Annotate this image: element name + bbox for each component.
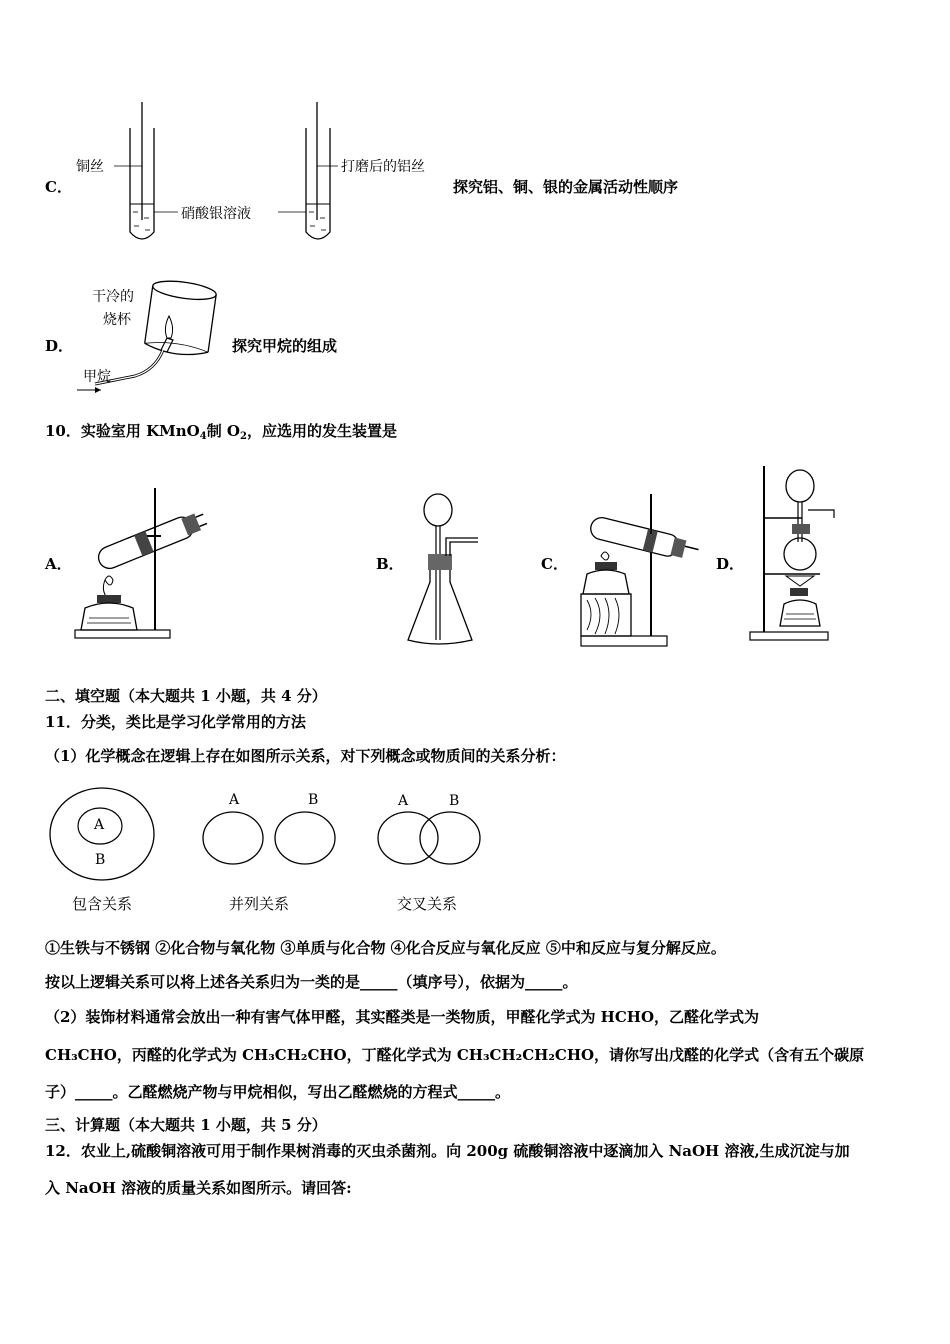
q10-option-d: D． — [716, 555, 745, 573]
cross-label-a: A — [398, 793, 409, 809]
label-beaker: 烧杯 — [103, 312, 131, 328]
contain-label-b: B — [95, 852, 106, 868]
q9-option-d: D． — [45, 337, 74, 355]
apparatus-a-icon — [75, 480, 215, 645]
q10-option-b: B． — [376, 555, 404, 573]
apparatus-b-icon — [400, 490, 500, 650]
q11-part2-line1: （2）装饰材料通常会放出一种有害气体甲醛，其实醛类是一类物质，甲醛化学式为 HCHO，乙醛化学式为 — [45, 1008, 760, 1026]
parallel-label-a: A — [229, 792, 240, 808]
q11-part2-line2: CH₃CHO，丙醛的化学式为 CH₃CH₂CHO，丁醛化学式为 CH₃CH₂CH₂CHO，请你写出戊醛的化学式（含有五个碳原 — [45, 1046, 865, 1064]
cross-label-b: B — [449, 793, 460, 809]
contain-label-a: A — [94, 817, 105, 833]
apparatus-d-icon — [750, 462, 840, 647]
q11-blank-line: 按以上逻辑关系可以将上述各关系归为一类的是_____（填序号），依据为_____。 — [45, 973, 578, 991]
q10-option-c: C． — [541, 555, 568, 573]
label-copper-wire: 铜丝 — [76, 159, 104, 175]
q11-part1: （1）化学概念在逻辑上存在如图所示关系，对下列概念或物质间的关系分析： — [45, 747, 566, 765]
q11-items: ①生铁与不锈钢 ②化合物与氧化物 ③单质与化合物 ④化合反应与氧化反应 ⑤中和反应与复分解反应。 — [45, 939, 726, 957]
apparatus-c-icon — [575, 490, 705, 650]
label-aluminium-wire: 打磨后的铝丝 — [341, 159, 425, 175]
caption-contain: 包含关系 — [72, 895, 133, 913]
label-methane: 甲烷 — [83, 369, 111, 385]
label-silver-nitrate: 硝酸银溶液 — [181, 206, 251, 222]
q9-option-c: C． — [45, 178, 72, 196]
parallel-label-b: B — [308, 792, 319, 808]
q10-option-a: A． — [45, 555, 72, 573]
caption-cross: 交叉关系 — [397, 895, 458, 913]
q10-stem: 10．实验室用 KMnO$_4$制 $O_2$，应选用的发生装置是 — [45, 422, 397, 442]
section-3-heading: 三、计算题（本大题共 1 小题，共 5 分） — [45, 1116, 327, 1134]
q12-line1: 12．农业上,硫酸铜溶液可用于制作果树消毒的灭虫杀菌剂。向 200g 硫酸铜溶液中逐滴加入 NaOH 溶液,生成沉淀与加 — [45, 1142, 850, 1160]
q9-d-description: 探究甲烷的组成 — [232, 337, 338, 355]
q11-part2-line3: 子）_____。乙醛燃烧产物与甲烷相似，写出乙醛燃烧的方程式_____。 — [45, 1083, 511, 1101]
q11-stem: 11．分类，类比是学习化学常用的方法 — [45, 713, 306, 731]
q12-line2: 入 NaOH 溶液的质量关系如图所示。请回答: — [45, 1179, 352, 1197]
q9-c-description: 探究铝、铜、银的金属活动性顺序 — [453, 178, 679, 196]
caption-parallel: 并列关系 — [229, 895, 290, 913]
section-2-heading: 二、填空题（本大题共 1 小题，共 4 分） — [45, 687, 327, 705]
label-dry-cold: 干冷的 — [92, 289, 134, 305]
